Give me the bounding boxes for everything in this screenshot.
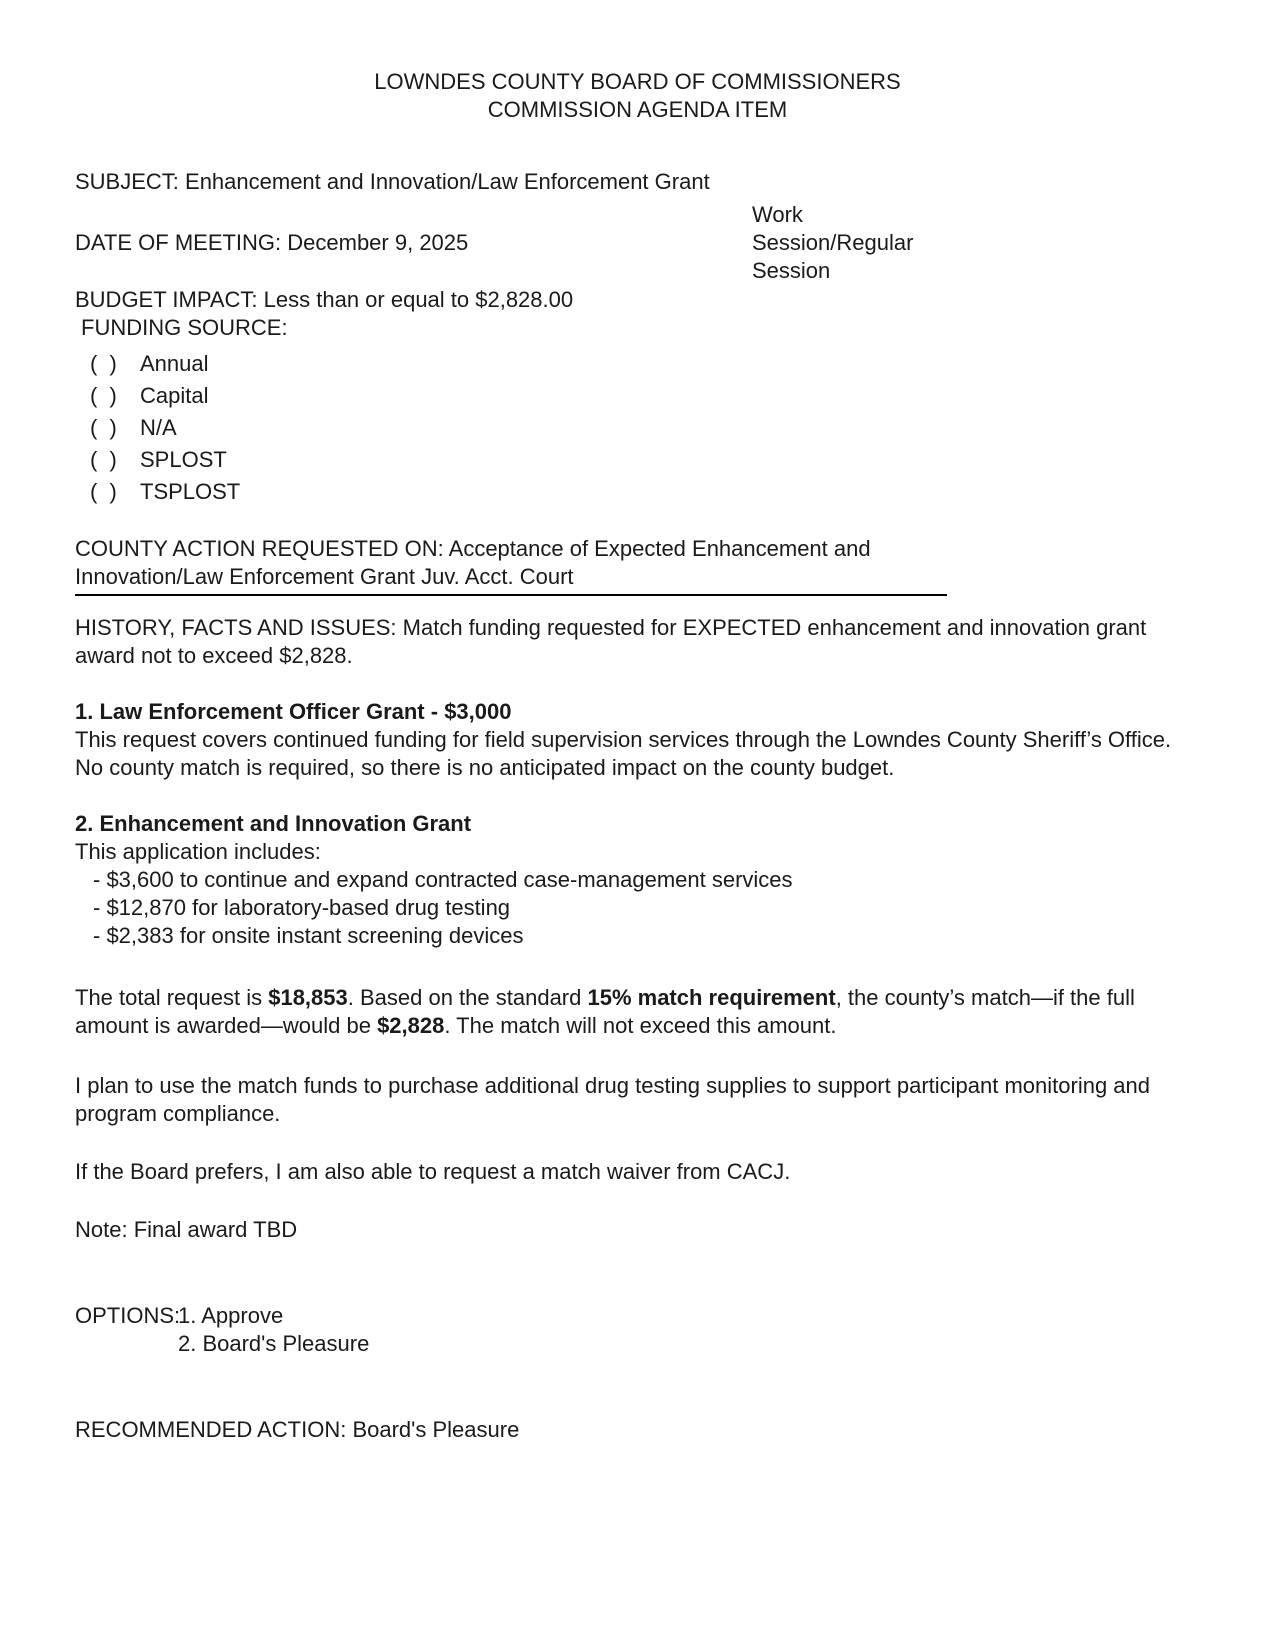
checkbox-capital: ( ) [90, 383, 117, 408]
document-header [75, 68, 1200, 124]
date-of-meeting: DATE OF MEETING: December 9, 2025 [75, 230, 469, 255]
grant-item-case-management: - $3,600 to continue and expand contracted case-management services [93, 867, 793, 892]
funding-option-label: Capital [140, 383, 209, 408]
options-list [178, 1302, 369, 1358]
funding-option-label: TSPLOST [140, 479, 241, 504]
grant-item-screening-devices: - $2,383 for onsite instant screening devices [93, 923, 524, 948]
meta-section [75, 168, 1200, 342]
funding-option-label: Annual [140, 351, 209, 376]
section1-heading: 1. Law Enforcement Officer Grant - $3,000 [75, 699, 512, 724]
waiver-paragraph: If the Board prefers, I am also able to request a match waiver from CACJ. [75, 1159, 791, 1184]
funding-option-label: N/A [140, 415, 177, 440]
note-line: Note: Final award TBD [75, 1217, 298, 1242]
section2-intro: This application includes: [75, 839, 321, 864]
recommended-action: RECOMMENDED ACTION: Board's Pleasure [75, 1417, 520, 1442]
history-facts-issues: HISTORY, FACTS AND ISSUES: Match funding requested for EXPECTED enhancement and innovation grant award not to exceed $2,828. [75, 615, 1147, 668]
county-action-line1: COUNTY ACTION REQUESTED ON: Acceptance of Expected Enhancement and [75, 536, 871, 561]
checkbox-tsplost: ( ) [90, 479, 117, 504]
section-law-enforcement-grant [75, 698, 1200, 782]
section2-heading: 2. Enhancement and Innovation Grant [75, 811, 472, 836]
session-type-line2: Session/Regular [752, 230, 914, 255]
funding-source-label: FUNDING SOURCE: [81, 315, 288, 340]
funding-option-label: SPLOST [140, 447, 227, 472]
county-action-section [75, 535, 1200, 596]
session-type [752, 201, 913, 285]
grant-item-drug-testing: - $12,870 for laboratory-based drug testing [93, 895, 511, 920]
budget-impact: BUDGET IMPACT: Less than or equal to $2,828.00 [75, 287, 574, 312]
funding-option-splost [90, 444, 1200, 476]
county-action-underline [75, 563, 947, 596]
match-amount: $2,828 [377, 1013, 445, 1038]
text-segment: . Based on the standard [347, 985, 588, 1010]
funding-source-list [75, 348, 1200, 508]
checkbox-na: ( ) [90, 415, 117, 440]
text-segment: , the county’s match—if the full amount is awarded—would be [75, 985, 1135, 1038]
document-subtitle: COMMISSION AGENDA ITEM [487, 97, 788, 122]
checkbox-splost: ( ) [90, 447, 117, 472]
subject-line: SUBJECT: Enhancement and Innovation/Law Enforcement Grant [75, 169, 710, 194]
text-segment: The total request is [75, 985, 269, 1010]
text-segment: . The match will not exceed this amount. [444, 1013, 837, 1038]
grant-items-list [75, 866, 1200, 950]
funding-option-capital [90, 380, 1200, 412]
option-boards-pleasure: 2. Board's Pleasure [178, 1331, 370, 1356]
funding-option-na [90, 412, 1200, 444]
session-type-line1: Work [752, 202, 803, 227]
section1-body: This request covers continued funding for field supervision services through the Lowndes County Sheriff’s Office. No county match is required, so there is no anticipated impact on the county budget. [75, 727, 1172, 780]
match-funds-paragraph: I plan to use the match funds to purchase additional drug testing supplies to support participant monitoring and program compliance. [75, 1073, 1151, 1126]
session-type-line3: Session [752, 258, 831, 283]
section-enhancement-innovation-grant [75, 810, 1200, 950]
funding-option-tsplost [90, 476, 1200, 508]
checkbox-annual: ( ) [90, 351, 117, 376]
total-request-paragraph [75, 984, 1200, 1040]
document-title: LOWNDES COUNTY BOARD OF COMMISSIONERS [374, 69, 901, 94]
match-requirement: 15% match requirement [587, 985, 836, 1010]
total-request-amount: $18,853 [268, 985, 348, 1010]
options-label: OPTIONS: [75, 1303, 181, 1328]
options-section [75, 1302, 1200, 1358]
funding-option-annual [90, 348, 1200, 380]
option-approve: 1. Approve [178, 1303, 284, 1328]
county-action-line2: Innovation/Law Enforcement Grant Juv. Acct. Court [75, 564, 574, 589]
